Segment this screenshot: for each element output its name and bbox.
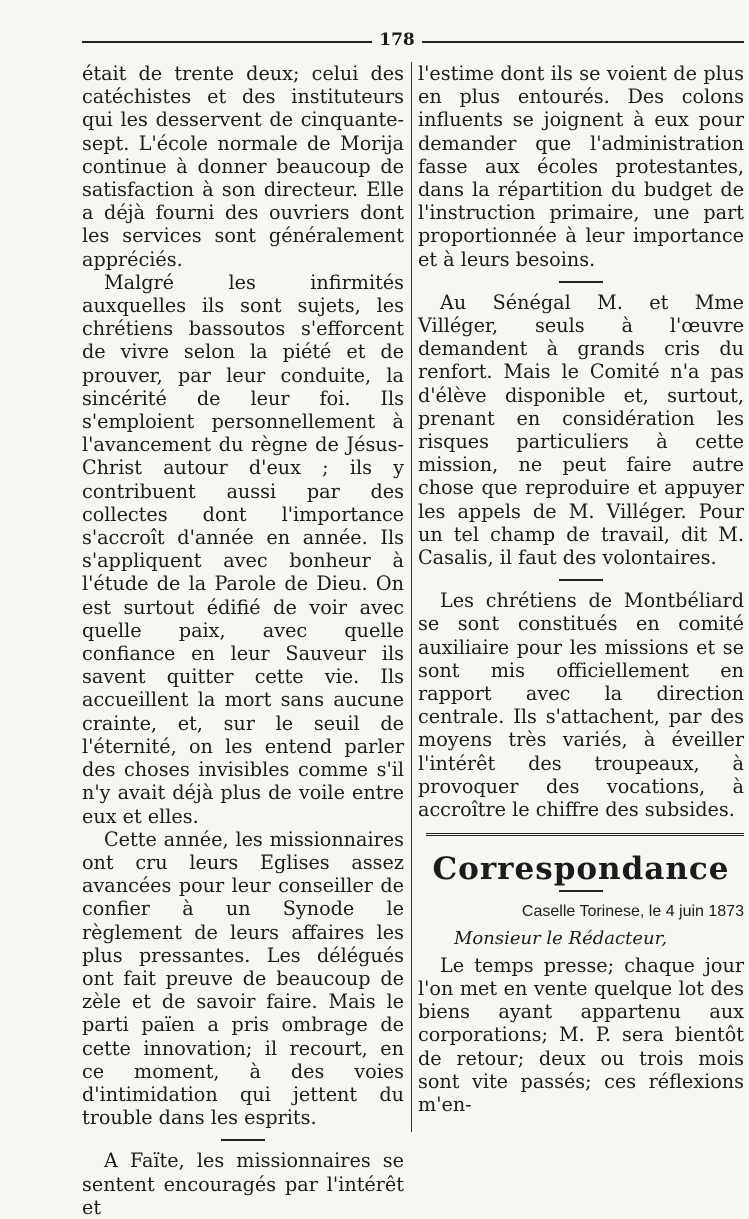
right-column [418, 62, 744, 1116]
paragraph: était de trente deux; celui des catéchistes et des instituteurs qui les desservent de cinquante-sept. L'école normale de Morija continue à donner beaucoup de satisfaction à son directeur. Elle a déjà fourni des ouvriers dont les services sont généralement appréciés. [82, 62, 404, 271]
section-separator [221, 1139, 265, 1141]
section-title: Correspondance [432, 851, 730, 888]
title-separator [559, 890, 603, 892]
paragraph: Cette année, les missionnaires ont cru leurs Eglises assez avancées pour leur conseiller de confier à un Synode le règlement de leurs affaires les plus pressantes. Les délégués ont fait preuve de beaucoup de zèle et de savoir faire. Mais le parti païen a pris ombrage de cette innovation; il recourt, en ce moment, à des voies d'intimidation qui jettent du trouble dans les esprits. [82, 827, 404, 1130]
header-rule-left [82, 41, 372, 43]
paragraph: Au Sénégal M. et Mme Villéger, seuls à l'œuvre demandent à grands cris du renfort. Mais le Comité n'a pas d'élève disponible et, surtout, prenant en considération les risques particuliers à cette mission, ne peut faire autre chose que reproduire et appuyer les appels de M. Villéger. Pour un tel champ de travail, dit M. Casalis, il faut des volontaires. [418, 290, 744, 570]
column-divider [411, 62, 412, 1132]
left-column [82, 62, 404, 1219]
dateline: Caselle Torinese, le 4 juin 1873 [521, 903, 744, 921]
paragraph: Malgré les infirmités auxquelles ils sont sujets, les chrétiens bassoutos s'efforcent de vivre selon la piété et de prouver, par leur conduite, la sincérité de leur foi. Ils s'emploient personnellement à l'avancement du règne de Jésus-Christ autour d'eux ; ils y contribuent aussi par des collectes dont l'importance s'accroît d'année en année. Ils s'appliquent avec bonheur à l'étude de la Parole de Dieu. On est surtout édifié de voir avec quelle paix, avec quelle confiance en leur Sauveur ils savent quitter cette vie. Ils accueillent la mort sans aucune crainte, et, sur le seuil de l'éternité, on les entend parler des choses invisibles comme s'il n'y avait déjà plus de voile entre eux et elles. [82, 270, 404, 828]
paragraph: l'estime dont ils se voient de plus en plus entourés. Des colons influents se joignent à eux pour demander que l'administration fasse aux écoles protestantes, dans la répartition du budget de l'instruction primaire, une part proportionnée à leur importance et à leurs besoins. [418, 62, 744, 271]
section-separator [559, 281, 603, 283]
page-header [82, 30, 744, 50]
section-separator [559, 579, 603, 581]
paragraph: Les chrétiens de Montbéliard se sont constitués en comité auxiliaire pour les missions et se sont mis officiellement en rapport avec la direction centrale. Ils s'attachent, par des moyens très variés, à éveiller l'intérêt des troupeaux, à provoquer des vocations, à accroître le chiffre des subsides. [418, 589, 744, 822]
page-number: 178 [379, 30, 415, 50]
salutation: Monsieur le Rédacteur, [454, 927, 667, 949]
section-double-rule [426, 833, 744, 836]
paragraph: A Faïte, les missionnaires se sentent encouragés par l'intérêt et [82, 1149, 404, 1219]
header-rule-right [422, 41, 744, 43]
paragraph: Le temps presse; chaque jour l'on met en vente quelque lot des biens ayant appartenu aux corporations; M. P. sera bientôt de retour; deux ou trois mois sont vite passés; ces réflexions m'en- [418, 953, 744, 1116]
